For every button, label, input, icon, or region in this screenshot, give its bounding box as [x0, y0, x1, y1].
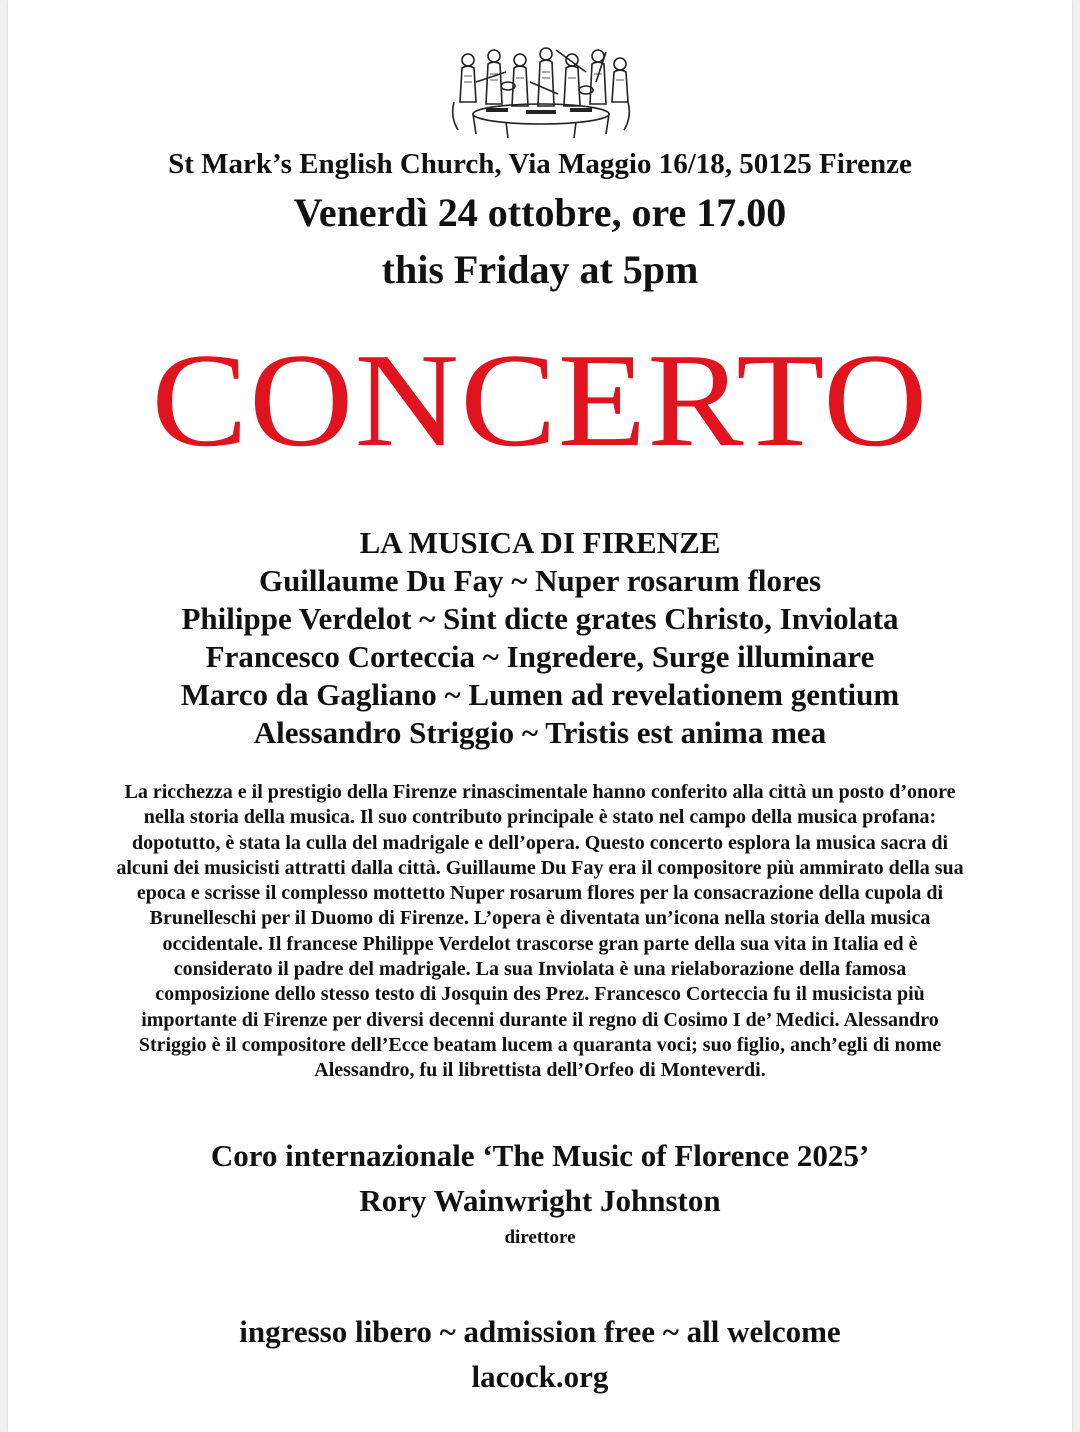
program-item: Philippe Verdelot ~ Sint dicte grates Christo, Inviolata — [181, 601, 899, 636]
program-item: Francesco Corteccia ~ Ingredere, Surge illuminare — [205, 639, 875, 674]
concert-description: La ricchezza e il prestigio della Firenze rinascimentale hanno conferito alla città un posto d’onore nella storia della musica. Il suo contributo principale è stato nel campo della musica profana: dopotutto, è stata la culla del madrigale e dell’opera. Questo concerto esplora la musica sacra di alcuni dei musicisti attratti dalla città. Guillaume Du Fay era il compositore più ammirato della sua epoca e scrisse il complesso mottetto Nuper rosarum flores per la consacrazione della cupola di Brunelleschi per il Duomo di Firenze. L’opera è diventata un’icona nella storia della musica occidentale. Il francese Philippe Verdelot trascorse gran parte della sua vita in Italia ed è considerato il padre del madrigale. La sua Inviolata è una rielaborazione della famosa composizione dello stesso testo di Josquin des Prez. Francesco Corteccia fu il musicista più importante di Firenze per diversi decenni durante il regno di Cosimo I de’ Medici. Alessandro Striggio è il compositore dell’Ecce beatam lucem a quaranta voci; suo figlio, anch’egli di nome Alessandro, fu il librettista dell’Orfeo di Monteverdi. — [116, 781, 964, 1082]
program-item: Guillaume Du Fay ~ Nuper rosarum flores — [258, 563, 822, 598]
program-item: Marco da Gagliano ~ Lumen ad revelationem gentium — [180, 677, 900, 712]
venue-address: St Mark’s English Church, Via Maggio 16/18, 50125 Firenze — [168, 148, 912, 180]
choir-name: Coro internazionale ‘The Music of Florence 2025’ — [210, 1138, 870, 1173]
program-heading: LA MUSICA DI FIRENZE — [359, 525, 721, 560]
director-role: direttore — [504, 1227, 576, 1248]
event-date-english: this Friday at 5pm — [381, 247, 699, 292]
program-list — [8, 524, 1072, 752]
renaissance-musicians-engraving-icon — [446, 42, 636, 142]
admission-info: ingresso libero ~ admission free ~ all welcome — [239, 1314, 841, 1349]
event-date-italian: Venerdì 24 ottobre, ore 17.00 — [293, 190, 787, 235]
website-link[interactable]: lacock.org — [471, 1359, 609, 1394]
program-item: Alessandro Striggio ~ Tristis est anima mea — [253, 715, 827, 750]
poster-page — [8, 0, 1072, 1432]
director-name: Rory Wainwright Johnston — [359, 1183, 721, 1218]
concert-title: CONCERTO — [151, 326, 929, 474]
